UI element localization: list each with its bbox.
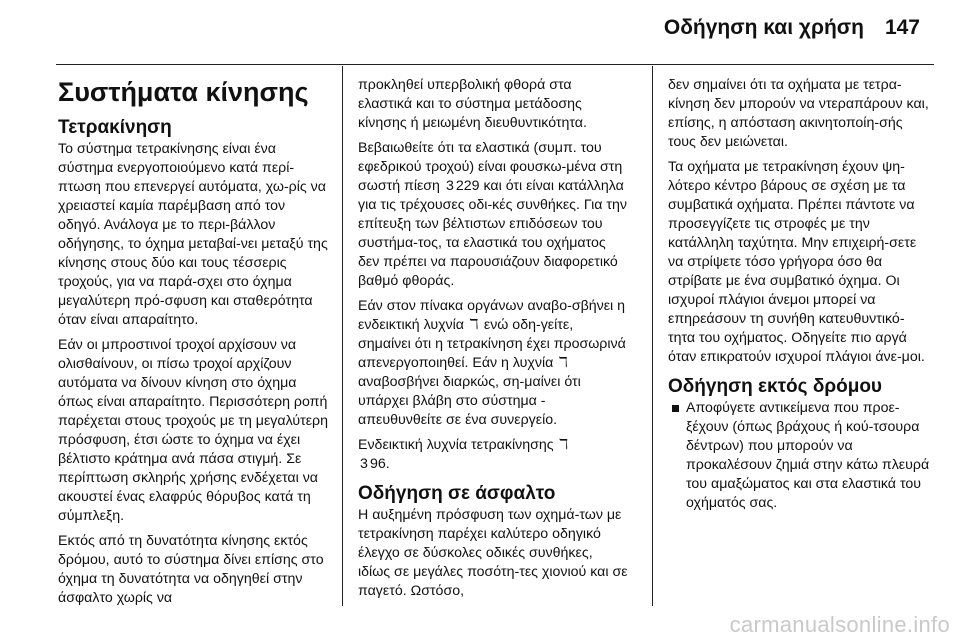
column-divider xyxy=(342,66,343,606)
text: ενώ οδη-γείτε, σημαίνει ότι η τετρακίνηση έχει προσωρινά απενεργοποιηθεί. Εάν η λυχνία xyxy=(358,317,626,371)
text: Βεβαιωθείτε ότι τα ελαστικά (συμπ. του εφεδρικού τροχού) είναι φουσκω-μένα στη σωστή πίεση xyxy=(358,140,623,194)
page-reference[interactable]: 96. xyxy=(370,456,390,472)
list-item xyxy=(668,399,930,513)
heading-off-road-driving: Οδήγηση εκτός δρόμου xyxy=(668,376,882,397)
four-wheel-drive-lamp-icon: ℸ xyxy=(558,355,568,371)
paragraph xyxy=(358,436,628,474)
text: και ότι είναι κατάλληλα για τις τρέχουσες οδι-κές συνθήκες. Για την επίτευξη των βέλτιστων επιδόσεων του συστήμα-τος, τα ελαστικά του οχήματος δεν πρέπει να παρουσιάζουν διαφορετικό βαθμό φθοράς. xyxy=(358,178,627,289)
section-title: Συστήματα κίνησης xyxy=(58,77,309,107)
column-3 xyxy=(668,76,930,519)
paragraph: προκληθεί υπερβολική φθορά στα ελαστικά και το σύστημα μετάδοσης κίνησης ή μειωμένη διευθυντικότητα. xyxy=(358,77,587,131)
paragraph: Εάν οι μπροστινοί τροχοί αρχίσουν να ολισθαίνουν, οι πίσω τροχοί αρχίζουν αυτόματα να δίνουν κίνηση στο όχημα όπως είναι απαραίτητο. Περισσότερη ροπή παρέχεται στους τροχούς με τη μεγαλύτερη πρόσφυση, έτσι ώστε το όχημα να έχει βέλτιστο κράτημα ανά πάσα στιγμή. Σε περίπτωση σκληρής χρήσης ενδέχεται να ακουστεί ένας ελαφρύς θόρυβος κατά τη σύμπλεξη. xyxy=(58,337,328,524)
column-1 xyxy=(58,66,328,614)
bullet-text: Αποφύγετε αντικείμενα που προε-ξέχουν (όπως βράχους ή κού-τσουρα δέντρων) που μπορούν να προκαλέσουν ζημιά στην κάτω πλευρά του αμαξώματος και στα ελαστικά του οχήματός σας. xyxy=(686,400,930,511)
four-wheel-drive-lamp-icon: ℸ xyxy=(558,437,569,453)
watermark: carmanualsonline.info xyxy=(729,612,950,637)
heading-four-wheel-drive: Τετρακίνηση xyxy=(58,117,172,138)
paragraph: δεν σημαίνει ότι τα οχήματα με τετρα-κίνηση δεν μπορούν να ντεραπάρουν και, επίσης, η απόσταση ακινητοποίη-σής τους δεν μειώνεται. xyxy=(668,77,929,150)
page-header xyxy=(0,0,960,62)
paragraph xyxy=(358,297,628,430)
column-divider xyxy=(652,66,653,606)
reference-arrow-icon: 3 xyxy=(360,456,368,472)
text: Ενδεικτική λυχνία τετρακίνησης xyxy=(358,437,558,453)
header-title: Οδήγηση και χρήση xyxy=(663,16,864,39)
paragraph: Η αυξημένη πρόσφυση των οχημά-των με τετρακίνηση παρέχει καλύτερο οδηγικό έλεγχο σε δύσκολες οδικές συνθήκες, ιδίως σε μεγάλες ποσότη-τες χιονιού και σε παγετό. Ωστόσο, xyxy=(358,507,628,599)
page-reference[interactable]: 229 xyxy=(455,178,480,194)
paragraph: Το σύστημα τετρακίνησης είναι ένα σύστημα ενεργοποιούμενο κατά περί-πτωση που επενεργεί αυτόματα, χω-ρίς να χρειαστεί καμία παρέμβαση από τον οδηγό. Ανάλογα με το περι-βάλλον οδήγησης, το όχημα μεταβαί-νει μεταξύ της κίνησης στους δύο και τους τέσσερις τροχούς, για να παρά-σχει στο όχημα μεγαλύτερη πρό-σφυση και σταθερότητα όταν είναι απαραίτητο. xyxy=(58,141,328,328)
paragraph: Τα οχήματα με τετρακίνηση έχουν ψη-λότερο κέντρο βάρους σε σχέση με τα συμβατικά οχήματα. Πρέπει πάντοτε να προσεγγίζετε τις στροφές με την κατάλληλη ταχύτητα. Μην επιχειρή-σετε να στρίψετε τόσο γρήγορα όσο θα στρίβατε με ένα συμβατικό όχημα. Οι ισχυροί πλάγιοι άνεμοι μπορεί να επηρεάσουν τη συνήθη κατευθυντικό-τητα του οχήματος. Οδηγείτε πιο αργά όταν επικρατούν ισχυροί πλάγιοι άνε-μοι. xyxy=(668,159,925,365)
header-rule xyxy=(56,64,934,65)
paragraph: Εκτός από τη δυνατότητα κίνησης εκτός δρόμου, αυτό το σύστημα δίνει επίσης στο όχημα τη δυνατότητα να οδηγηθεί στην άσφαλτο χωρίς να xyxy=(58,533,324,606)
paragraph xyxy=(358,139,628,291)
page-number: 147 xyxy=(884,16,920,39)
column-2 xyxy=(358,76,628,607)
bullet-square-icon xyxy=(672,405,679,412)
four-wheel-drive-lamp-icon: ℸ xyxy=(469,317,479,333)
heading-road-driving: Οδήγηση σε άσφαλτο xyxy=(358,483,556,504)
text: Εάν στον πίνακα οργάνων αναβο-σβήνει η ενδεικτική λυχνία xyxy=(358,298,626,333)
reference-arrow-icon: 3 xyxy=(445,178,454,194)
text: αναβοσβήνει διαρκώς, ση-μαίνει ότι υπάρχει βλάβη στο σύστημα - απευθυνθείτε σε ένα συνεργείο. xyxy=(358,374,581,428)
